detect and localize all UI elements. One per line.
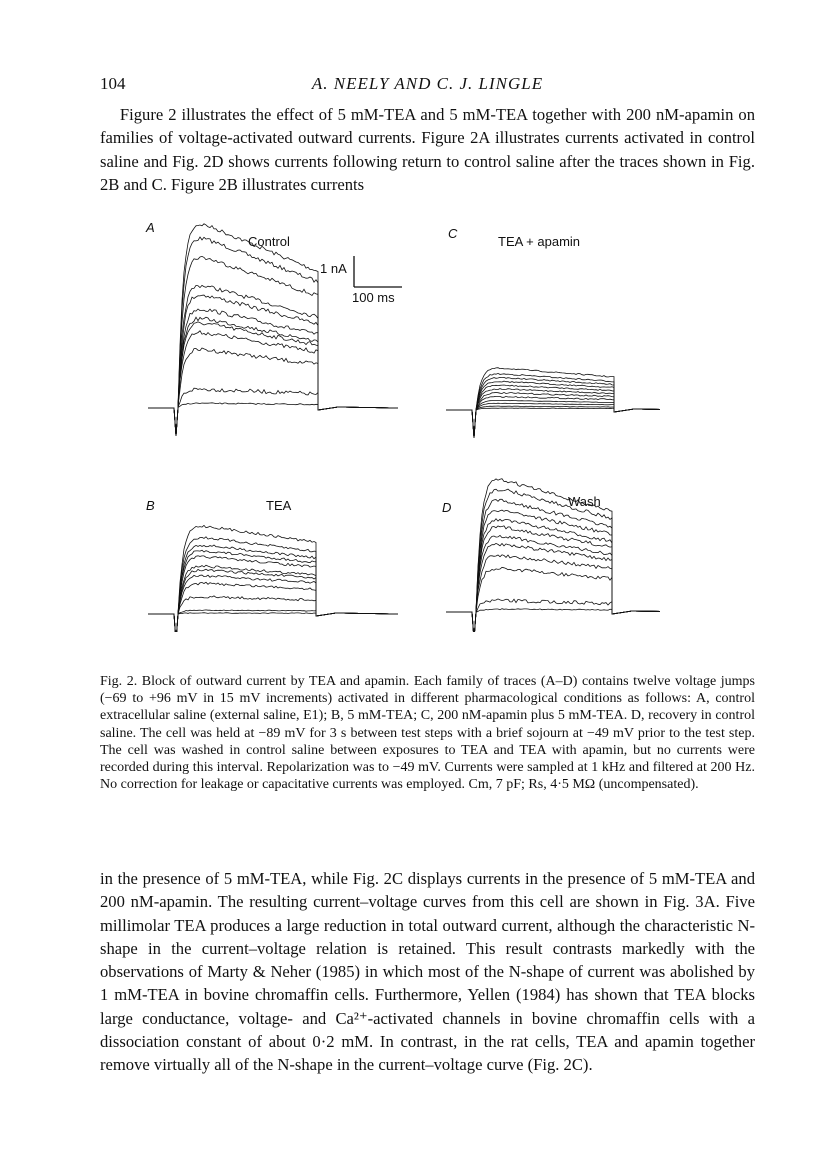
figure-2-traces [140,212,660,632]
scale-bar-current-label: 1 nA [320,261,347,276]
scale-bar [354,256,402,287]
current-trace [148,322,398,436]
current-trace [446,519,660,632]
panel-label-tea-apamin: TEA + apamin [498,234,581,249]
traces-layer [148,224,660,632]
current-trace [446,535,660,632]
page-number: 104 [100,74,126,93]
current-trace [148,575,398,632]
current-trace [446,609,660,632]
current-trace [148,317,398,436]
current-trace [148,556,398,632]
current-trace [446,526,660,632]
current-trace [148,256,398,436]
traces-panel-c [446,368,660,438]
traces-panel-a [148,224,398,436]
running-head: A. NEELY AND C. J. LINGLE [311,74,544,93]
panel-label-tea: TEA [266,498,292,513]
traces-panel-d [446,479,660,632]
panel-letter-a: A [146,220,155,235]
scale-bar-time-label: 100 ms [352,290,395,305]
current-trace [148,331,398,436]
panel-letter-d: D [442,500,452,515]
traces-panel-b [148,525,398,632]
body-paragraph-1: Figure 2 illustrates the effect of 5 mM-TEA and 5 mM-TEA together with 200 nM-apamin on families of voltage-activated outward currents. Figure 2A illustrates currents activated in control saline and Fig. 2D shows currents following return to control saline after the traces shown in Fig. 2B and C. Figure 2B illustrates currents [100,105,755,194]
current-trace [446,543,660,632]
figure-2 [140,212,660,632]
current-trace [148,295,398,436]
current-trace [446,406,660,438]
figure-caption: Fig. 2. Block of outward current by TEA and apamin. Each family of traces (A–D) contains twelve voltage jumps (−69 to +96 mV in 15 mV increments) activated in different pharmacological conditions as follows: A, control extracellular saline (external saline, E1); B, 5 mM-TEA; C, 200 nM-apamin plus 5 mM-TEA. D, recovery in control saline. The cell was held at −89 mV for 3 s between test steps with a brief sojourn at −49 mV prior to the test step. The cell was washed in control saline between exposures to TEA and TEA with apamin, but no currents were recorded during this interval. Repolarization was to −49 mV. Currents were sampled at 1 kHz and filtered at 200 Hz. No correction for leakage or capacitative currents was employed. Cm, 7 pF; Rs, 4·5 MΩ (uncompensated). [100,674,755,793]
panel-letter-b: B [146,498,155,513]
current-trace [446,599,660,632]
current-trace [446,385,660,438]
panel-label-wash: Wash [568,494,601,509]
current-trace [148,596,398,632]
current-trace [446,401,660,439]
panel-letter-c: C [448,226,458,241]
page-header [100,74,755,98]
panel-label-control: Control [248,234,290,249]
current-trace [148,309,398,436]
body-paragraph-2: in the presence of 5 mM-TEA, while Fig. 2C displays currents in the presence of 5 mM-TEA and 200 nM-apamin. The resulting current–voltage curves from this cell are shown in Fig. 3A. Five millimolar TEA produces a large reduction in total outward current, although the characteristic N-shape in the current–voltage relation is retained. This result contrasts markedly with the observations of Marty & Neher (1985) in which most of the N-shape of current was abolished by 1 mM-TEA in bovine chromaffin cells. Furthermore, Yellen (1984) has shown that TEA blocks large conductance, voltage- and Ca²⁺-activated channels in bovine chromaffin cells with a dissociation constant of about 0·2 mM. In contrast, in the rat cells, TEA and apamin together remove virtually all of the N-shape in the current–voltage curve (Fig. 2C). [100,869,755,1075]
current-trace [148,613,398,632]
current-trace [148,569,398,632]
current-trace [148,388,398,436]
current-trace [148,582,398,632]
current-trace [446,408,660,438]
current-trace [148,403,398,436]
current-trace [148,348,398,436]
